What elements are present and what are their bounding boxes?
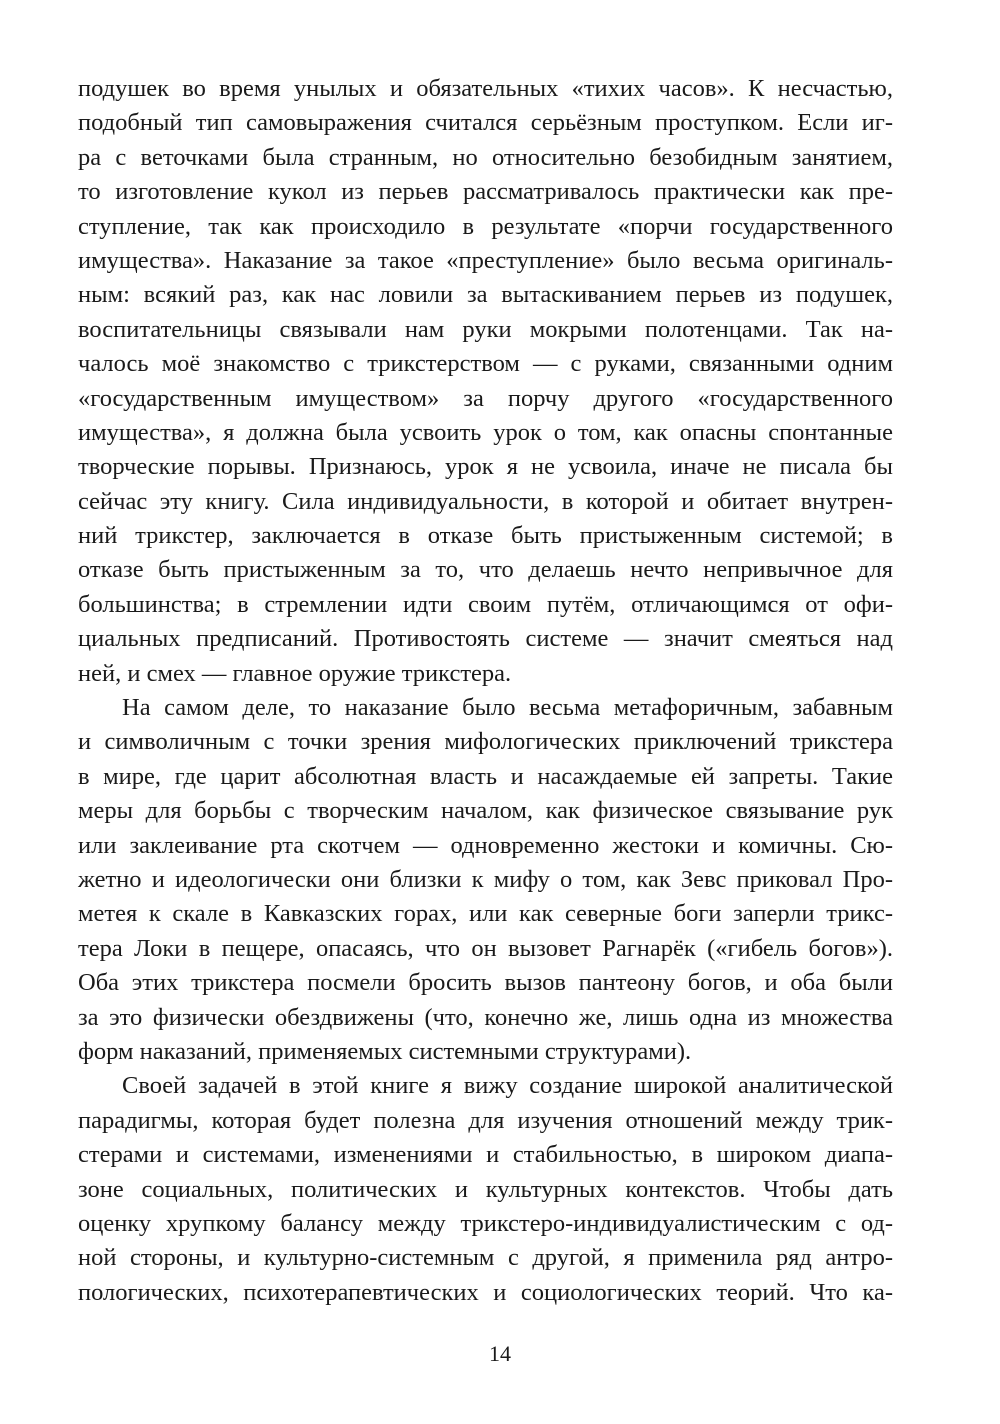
text-line: большинства; в стремлении идти своим путём, отличающимся от офи- [78, 590, 893, 618]
text-line: пологических, психотерапевтических и социологических теорий. Что ка- [78, 1278, 893, 1306]
text-line: На самом деле, то наказание было весьма метафоричным, забавным [122, 694, 893, 722]
text-line: ной стороны, и культурно-системным с другой, я применила ряд антро- [78, 1244, 893, 1272]
text-line: или заклеивание рта скотчем — одновременно жестоки и комичны. Сю- [78, 831, 893, 859]
text-line: подобный тип самовыражения считался серьёзным проступком. Если иг- [78, 109, 893, 137]
text-line: ступление, так как происходило в результате «порчи государственного [78, 212, 893, 240]
text-line: меры для борьбы с творческим началом, как физическое связывание рук [78, 797, 893, 825]
text-line: чалось моё знакомство с трикстерством — с руками, связанными одним [78, 350, 893, 378]
text-line: воспитательницы связывали нам руки мокрыми полотенцами. Так на- [78, 315, 893, 343]
text-line: за это физически обездвижены (что, конечно же, лишь одна из множества [78, 1003, 893, 1031]
text-line: «государственным имуществом» за порчу другого «государственного [78, 384, 893, 412]
page-number: 14 [489, 1341, 511, 1366]
text-line: имущества», я должна была усвоить урок о том, как опасны спонтанные [78, 418, 893, 446]
text-line: форм наказаний, применяемых системными структурами). [78, 1037, 692, 1065]
text-line: в мире, где царит абсолютная власть и насаждаемые ей запреты. Такие [78, 762, 893, 790]
paragraph-3 [78, 1069, 893, 1310]
text-line: Оба этих трикстера посмели бросить вызов пантеону богов, и оба были [78, 969, 893, 997]
text-line: стерами и системами, изменениями и стабильностью, в широком диапа- [78, 1141, 893, 1169]
text-line: ней, и смех — главное оружие трикстера. [78, 659, 512, 687]
text-line: сейчас эту книгу. Сила индивидуальности, в которой и обитает внутрен- [78, 487, 893, 515]
paragraph-2 [78, 691, 893, 1069]
text-line: и символичным с точки зрения мифологических приключений трикстера [78, 728, 893, 756]
text-line: подушек во время унылых и обязательных «тихих часов». К несчастью, [78, 75, 893, 102]
text-line: тера Локи в пещере, опасаясь, что он вызовет Рагнарёк («гибель богов»). [78, 934, 893, 962]
text-line: творческие порывы. Признаюсь, урок я не усвоила, иначе не писала бы [78, 453, 893, 481]
text-line: зоне социальных, политических и культурных контекстов. Чтобы дать [78, 1175, 893, 1203]
paragraph-1 [78, 72, 893, 691]
text-line: ным: всякий раз, как нас ловили за вытаскиванием перьев из подушек, [78, 281, 893, 309]
text-line: Своей задачей в этой книге я вижу создание широкой аналитической [122, 1072, 893, 1100]
text-line: отказе быть пристыженным за то, что делаешь нечто непривычное для [78, 556, 893, 584]
text-line: то изготовление кукол из перьев рассматривалось практически как пре- [78, 178, 893, 206]
text-line: циальных предписаний. Противостоять системе — значит смеяться над [78, 625, 893, 653]
text-line: парадигмы, которая будет полезна для изучения отношений между трик- [78, 1106, 893, 1134]
text-line: жетно и идеологически они близки к мифу о том, как Зевс приковал Про- [78, 865, 893, 893]
text-line: метея к скале в Кавказских горах, или как северные боги заперли трикс- [78, 900, 893, 928]
text-line: имущества». Наказание за такое «преступление» было весьма оригиналь- [78, 246, 893, 274]
text-line: оценку хрупкому балансу между трикстеро-индивидуалистическим с од- [78, 1209, 893, 1237]
page-body [78, 72, 893, 1310]
text-line: ний трикстер, заключается в отказе быть пристыженным системой; в [78, 522, 893, 550]
text-line: ра с веточками была странным, но относительно безобидным занятием, [78, 143, 893, 171]
